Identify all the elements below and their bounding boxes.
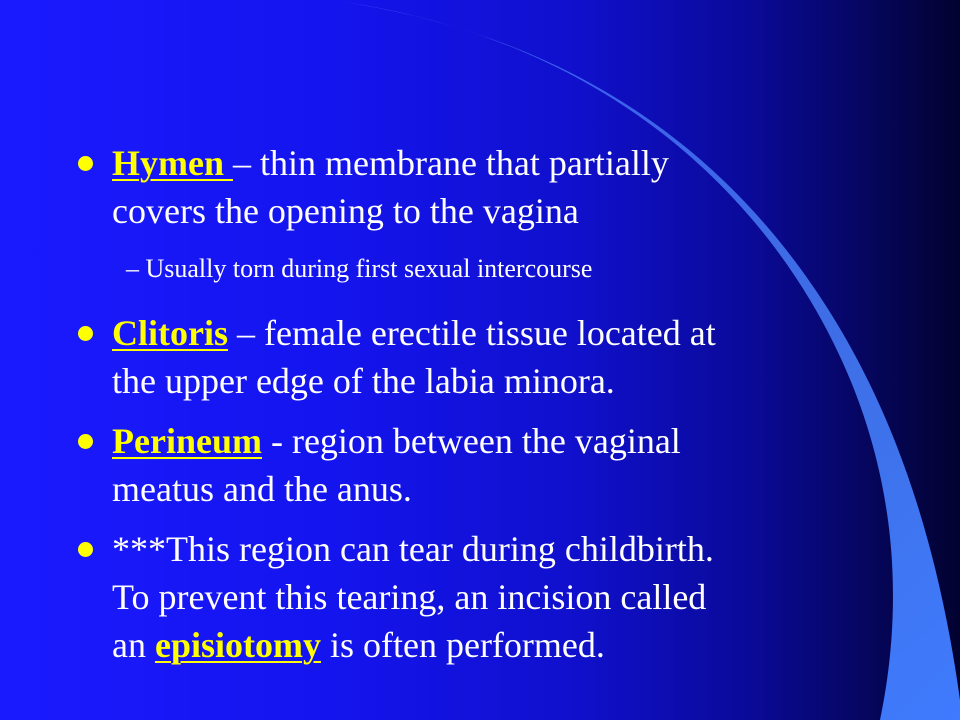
bullet-3-line-1 — [112, 420, 681, 462]
bullet-2-text-1: – female erectile tissue located at — [227, 313, 716, 353]
bullet-2-line-1 — [112, 312, 716, 354]
bullet-4-text-post: is often performed. — [320, 625, 605, 665]
term-clitoris: Clitoris — [112, 313, 228, 353]
bullet-dot-4 — [78, 542, 93, 557]
bullet-1-line-1 — [112, 142, 669, 184]
term-episiotomy: episiotomy — [154, 625, 321, 665]
bullet-4-line-3 — [112, 624, 605, 666]
bullet-2-line-2: the upper edge of the labia minora. — [112, 361, 615, 401]
bullet-1-text-1: – thin membrane that partially — [233, 143, 669, 183]
bullet-3-line-2: meatus and the anus. — [112, 469, 412, 509]
subbullet-1 — [126, 254, 592, 284]
bullet-1-line-2: covers the opening to the vagina — [112, 191, 579, 231]
bullet-4-text-pre: an — [112, 625, 155, 665]
subbullet-dash: – — [126, 254, 139, 283]
bullet-3-text-1: - region between the vaginal — [261, 421, 681, 461]
term-perineum: Perineum — [112, 421, 262, 461]
bullet-dot-2 — [78, 326, 93, 341]
bullet-4-line-1: ***This region can tear during childbirth. — [112, 529, 714, 569]
bullet-dot-3 — [78, 434, 93, 449]
bullet-4-line-2: To prevent this tearing, an incision called — [112, 577, 707, 617]
term-hymen: Hymen — [112, 143, 233, 183]
bullet-dot-1 — [78, 156, 93, 171]
subbullet-text: Usually torn during first sexual intercourse — [145, 254, 593, 283]
